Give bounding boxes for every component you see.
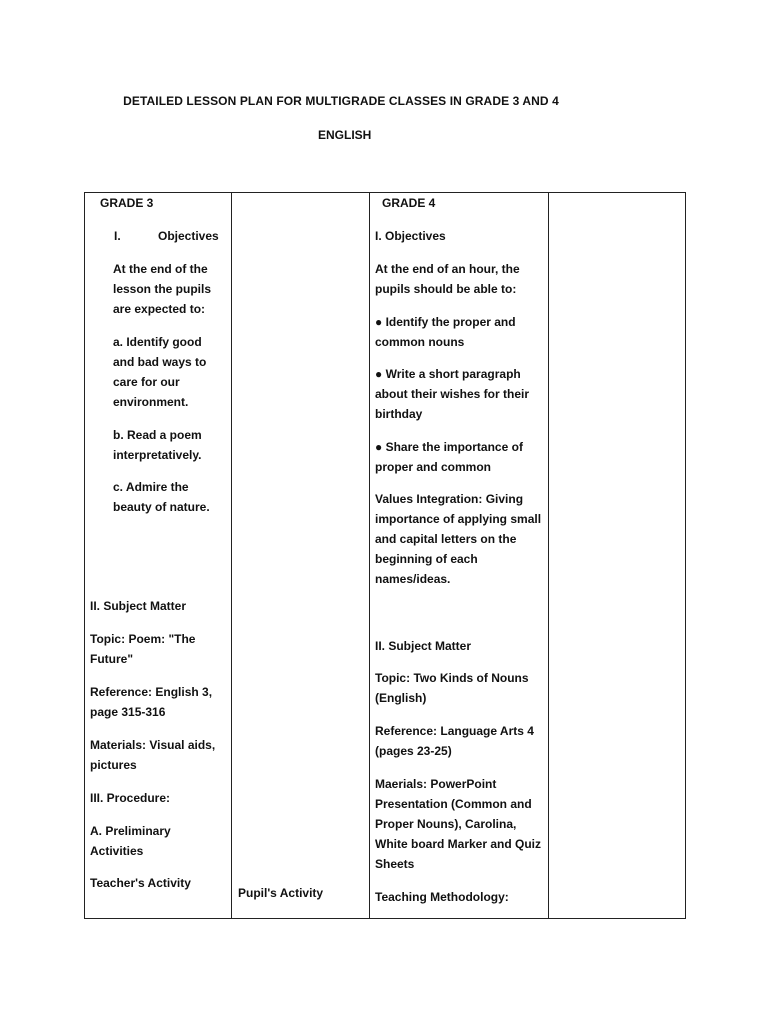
- grade4-subject-matter: II. Subject Matter: [375, 639, 472, 653]
- grade4-values-integration: Values Integration: Giving importance of applying small and capital letters on the beginning of each names/ideas.: [375, 492, 542, 586]
- grade3-objective-b: b. Read a poem interpretatively.: [113, 428, 202, 462]
- pupils-activity-column: [232, 193, 370, 919]
- grade4-teaching-methodology: Teaching Methodology:: [375, 890, 509, 904]
- grade4-objectives: I. Objectives: [375, 229, 446, 243]
- grade3-objective-c: c. Admire the beauty of nature.: [113, 480, 210, 514]
- grade4-materials: Maerials: PowerPoint Presentation (Common and Proper Nouns), Carolina, White board Marker and Quiz Sheets: [375, 777, 542, 871]
- teachers-activity-label: Teacher's Activity: [90, 876, 191, 890]
- grade4-topic: Topic: Two Kinds of Nouns (English): [375, 671, 529, 705]
- grade4-column: [370, 193, 549, 919]
- grade3-column: [85, 193, 232, 919]
- grade4-objective-1: ● Identify the proper and common nouns: [375, 315, 516, 349]
- subject-heading: ENGLISH: [318, 128, 372, 142]
- grade3-preliminary-activities: A. Preliminary Activities: [90, 824, 171, 858]
- document-title: DETAILED LESSON PLAN FOR MULTIGRADE CLASSES IN GRADE 3 AND 4: [123, 94, 559, 108]
- grade3-objectives-intro: At the end of the lesson the pupils are expected to:: [113, 262, 212, 316]
- grade4-pupils-column: [549, 193, 686, 919]
- grade3-header: GRADE 3: [100, 196, 154, 210]
- grade3-materials: Materials: Visual aids, pictures: [90, 738, 216, 772]
- lesson-plan-table: [84, 192, 686, 919]
- grade4-header: GRADE 4: [382, 196, 436, 210]
- grade4-objective-3: ● Share the importance of proper and common: [375, 440, 523, 474]
- grade3-topic: Topic: Poem: "The Future": [90, 632, 196, 666]
- pupils-activity-label: Pupil's Activity: [238, 886, 324, 900]
- grade4-reference: Reference: Language Arts 4 (pages 23-25): [375, 724, 534, 758]
- grade3-objectives-label: Objectives: [158, 229, 219, 243]
- grade3-subject-matter: II. Subject Matter: [90, 599, 187, 613]
- grade3-procedure: III. Procedure:: [90, 791, 171, 805]
- grade3-objective-a: a. Identify good and bad ways to care for our environment.: [113, 335, 207, 409]
- grade4-objectives-intro: At the end of an hour, the pupils should be able to:: [375, 262, 520, 296]
- grade3-reference: Reference: English 3, page 315-316: [90, 685, 213, 719]
- grade3-objectives-number: I.: [114, 229, 121, 243]
- grade4-objective-2: ● Write a short paragraph about their wishes for their birthday: [375, 367, 530, 421]
